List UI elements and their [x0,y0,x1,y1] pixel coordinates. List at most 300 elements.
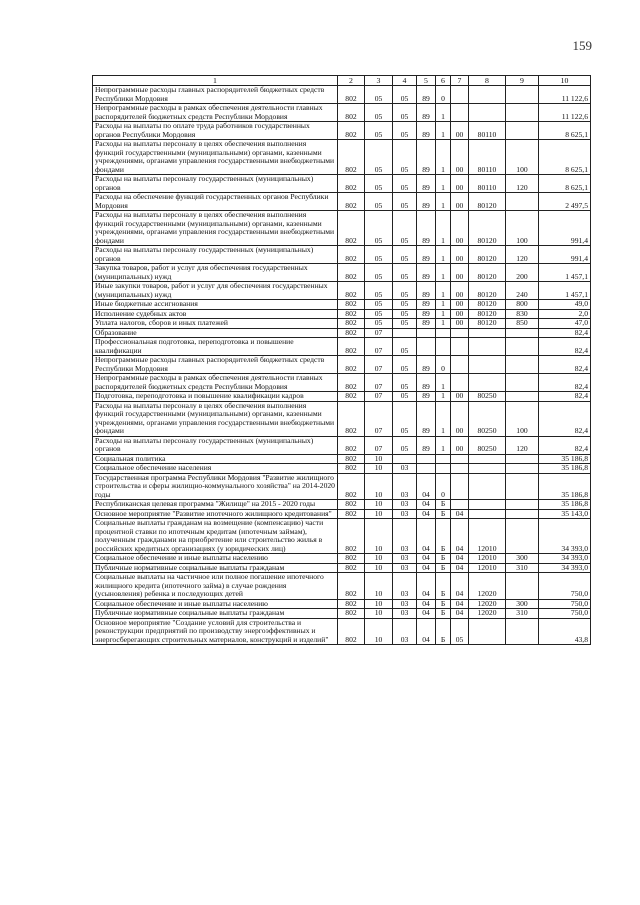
row-section-cell: 10 [365,554,393,564]
row-name-cell: Расходы на выплаты персоналу государственных (муниципальных) органов [93,436,338,454]
row-event-cell: 00 [451,392,469,402]
row-subprogram-cell: 1 [436,309,451,319]
row-program-cell: 04 [417,609,436,619]
row-grbs-cell: 802 [338,401,365,436]
row-program-cell: 89 [417,282,436,300]
row-subsection-cell: 05 [393,356,417,374]
row-name-cell: Расходы на выплаты персоналу государственных (муниципальных) органов [93,175,338,193]
page-number: 159 [572,38,592,53]
row-direction-cell: 80120 [469,282,506,300]
row-subsection-cell: 03 [393,509,417,519]
row-event-cell [451,356,469,374]
row-grbs-cell: 802 [338,264,365,282]
table-row [93,436,591,454]
row-program-cell: 04 [417,618,436,645]
row-expense-type-cell [506,104,539,122]
row-section-cell: 10 [365,618,393,645]
row-event-cell [451,473,469,500]
row-subsection-cell: 05 [393,338,417,356]
row-name-cell: Профессиональная подготовка, переподготовка и повышение квалификации [93,338,338,356]
row-event-cell: 04 [451,563,469,573]
row-subprogram-cell: Б [436,573,451,600]
row-grbs-cell: 802 [338,356,365,374]
row-grbs-cell: 802 [338,309,365,319]
row-event-cell: 04 [451,573,469,600]
row-subprogram-cell: 1 [436,300,451,310]
row-section-cell: 05 [365,193,393,211]
row-section-cell: 05 [365,140,393,175]
row-name-cell: Социальные выплаты гражданам на возмещение (компенсацию) части процентной ставки по ипотечным кредитам (ипотечным займам), полученным гражданами на приобретение или строительство жилья в российских кредитных организациях (у юридических лиц) [93,519,338,554]
table-row [93,309,591,319]
row-name-cell: Закупка товаров, работ и услуг для обеспечения государственных (муниципальных) нужд [93,264,338,282]
row-program-cell: 89 [417,374,436,392]
row-program-cell: 89 [417,264,436,282]
row-program-cell: 89 [417,356,436,374]
row-direction-cell: 80120 [469,193,506,211]
row-subprogram-cell: 1 [436,401,451,436]
row-subprogram-cell: 1 [436,246,451,264]
row-name-cell: Социальные выплаты на частичное или полное погашение ипотечного жилищного кредита (ипотечного займа) в случае рождения (усыновления) ребенка и последующих детей [93,573,338,600]
row-direction-cell [469,374,506,392]
table-row [93,338,591,356]
row-amount-cell: 34 393,0 [539,554,591,564]
header-row [93,76,591,86]
row-section-cell: 10 [365,599,393,609]
row-event-cell: 05 [451,618,469,645]
row-event-cell [451,464,469,474]
row-subsection-cell: 05 [393,122,417,140]
row-subprogram-cell: 1 [436,211,451,246]
row-direction-cell: 12010 [469,519,506,554]
table-row [93,473,591,500]
row-grbs-cell: 802 [338,374,365,392]
row-expense-type-cell [506,473,539,500]
table-row [93,140,591,175]
row-event-cell: 04 [451,609,469,619]
row-section-cell: 07 [365,401,393,436]
budget-table-container [92,75,590,645]
row-event-cell: 00 [451,246,469,264]
row-event-cell: 00 [451,282,469,300]
row-section-cell: 05 [365,309,393,319]
col-header: 4 [393,76,417,86]
row-expense-type-cell: 850 [506,319,539,329]
row-event-cell: 04 [451,554,469,564]
row-name-cell: Расходы на обеспечение функций государственных органов Республики Мордовия [93,193,338,211]
row-program-cell: 89 [417,392,436,402]
col-header: 7 [451,76,469,86]
row-subprogram-cell: 1 [436,436,451,454]
row-event-cell [451,328,469,338]
row-grbs-cell: 802 [338,104,365,122]
row-expense-type-cell: 240 [506,282,539,300]
row-amount-cell: 82,4 [539,401,591,436]
row-amount-cell: 750,0 [539,599,591,609]
row-expense-type-cell [506,618,539,645]
row-direction-cell [469,86,506,104]
row-grbs-cell: 802 [338,211,365,246]
row-subprogram-cell: 1 [436,175,451,193]
row-direction-cell: 12020 [469,609,506,619]
row-subsection-cell: 03 [393,519,417,554]
row-subsection-cell: 05 [393,246,417,264]
table-row [93,264,591,282]
row-section-cell: 10 [365,464,393,474]
row-subprogram-cell: 1 [436,392,451,402]
row-grbs-cell: 802 [338,464,365,474]
row-grbs-cell: 802 [338,473,365,500]
row-event-cell: 00 [451,300,469,310]
row-event-cell [451,374,469,392]
row-subprogram-cell: 1 [436,122,451,140]
row-direction-cell: 12010 [469,563,506,573]
row-expense-type-cell: 300 [506,599,539,609]
row-name-cell: Образование [93,328,338,338]
row-program-cell: 89 [417,436,436,454]
row-subsection-cell: 03 [393,554,417,564]
row-subsection-cell: 05 [393,300,417,310]
table-row [93,374,591,392]
row-subprogram-cell: 1 [436,374,451,392]
row-expense-type-cell [506,454,539,464]
row-event-cell: 00 [451,319,469,329]
row-direction-cell [469,464,506,474]
row-expense-type-cell [506,509,539,519]
row-program-cell: 04 [417,473,436,500]
row-subsection-cell: 03 [393,573,417,600]
row-expense-type-cell: 310 [506,563,539,573]
row-expense-type-cell [506,519,539,554]
row-subsection-cell: 05 [393,319,417,329]
row-amount-cell: 82,4 [539,392,591,402]
table-row [93,563,591,573]
row-expense-type-cell [506,356,539,374]
row-name-cell: Социальная политика [93,454,338,464]
row-event-cell: 04 [451,509,469,519]
row-section-cell: 10 [365,563,393,573]
budget-table [92,75,591,645]
row-subsection-cell: 05 [393,175,417,193]
row-amount-cell: 35 186,8 [539,500,591,510]
row-name-cell: Расходы на выплаты персоналу в целях обеспечения выполнения функций государственными (муниципальными) органами, казенными учреждениями, органами управления государственными внебюджетными фондами [93,401,338,436]
row-grbs-cell: 802 [338,140,365,175]
row-amount-cell: 35 186,8 [539,473,591,500]
row-direction-cell: 80120 [469,300,506,310]
row-name-cell: Непрограммные расходы в рамках обеспечения деятельности главных распорядителей бюджетных средств Республики Мордовия [93,104,338,122]
row-event-cell: 04 [451,599,469,609]
row-event-cell: 00 [451,309,469,319]
row-name-cell: Публичные нормативные социальные выплаты гражданам [93,609,338,619]
row-program-cell: 89 [417,86,436,104]
table-row [93,122,591,140]
row-amount-cell: 35 186,8 [539,454,591,464]
row-expense-type-cell [506,86,539,104]
row-grbs-cell: 802 [338,436,365,454]
row-section-cell: 05 [365,86,393,104]
table-row [93,211,591,246]
table-row [93,86,591,104]
table-row [93,328,591,338]
col-header: 6 [436,76,451,86]
row-program-cell: 04 [417,519,436,554]
table-row [93,509,591,519]
row-grbs-cell: 802 [338,454,365,464]
row-subsection-cell: 03 [393,618,417,645]
row-expense-type-cell: 310 [506,609,539,619]
row-direction-cell: 80250 [469,401,506,436]
row-amount-cell: 8 625,1 [539,140,591,175]
row-name-cell: Непрограммные расходы главных распорядителей бюджетных средств Республики Мордовия [93,356,338,374]
row-section-cell: 10 [365,473,393,500]
row-program-cell [417,338,436,356]
row-amount-cell: 43,8 [539,618,591,645]
row-name-cell: Социальное обеспечение и иные выплаты населению [93,599,338,609]
row-program-cell: 04 [417,573,436,600]
row-program-cell: 04 [417,500,436,510]
row-grbs-cell: 802 [338,319,365,329]
row-program-cell: 89 [417,211,436,246]
row-grbs-cell: 802 [338,328,365,338]
table-row [93,519,591,554]
row-grbs-cell: 802 [338,338,365,356]
row-amount-cell: 11 122,6 [539,104,591,122]
row-direction-cell: 80120 [469,246,506,264]
row-amount-cell: 82,4 [539,356,591,374]
row-expense-type-cell: 200 [506,264,539,282]
table-row [93,464,591,474]
row-name-cell: Государственная программа Республики Мордовия "Развитие жилищного строительства и сферы жилищно-коммунального хозяйства" на 2014-2020 годы [93,473,338,500]
row-name-cell: Иные закупки товаров, работ и услуг для обеспечения государственных (муниципальных) нужд [93,282,338,300]
row-subsection-cell: 05 [393,264,417,282]
row-grbs-cell: 802 [338,282,365,300]
row-direction-cell [469,104,506,122]
row-amount-cell: 34 393,0 [539,519,591,554]
row-event-cell: 00 [451,175,469,193]
row-program-cell: 89 [417,175,436,193]
table-row [93,618,591,645]
row-subprogram-cell: Б [436,563,451,573]
table-row [93,554,591,564]
row-event-cell: 04 [451,519,469,554]
row-section-cell: 10 [365,519,393,554]
row-subprogram-cell: Б [436,554,451,564]
row-grbs-cell: 802 [338,599,365,609]
row-name-cell: Социальное обеспечение и иные выплаты населению [93,554,338,564]
row-direction-cell [469,338,506,356]
row-program-cell: 89 [417,300,436,310]
row-subprogram-cell: Б [436,599,451,609]
row-event-cell: 00 [451,401,469,436]
row-program-cell: 04 [417,563,436,573]
row-grbs-cell: 802 [338,175,365,193]
row-subprogram-cell: 0 [436,473,451,500]
table-row [93,104,591,122]
row-expense-type-cell: 120 [506,175,539,193]
row-section-cell: 07 [365,328,393,338]
row-name-cell: Подготовка, переподготовка и повышение квалификации кадров [93,392,338,402]
row-subsection-cell: 03 [393,599,417,609]
row-event-cell [451,500,469,510]
row-expense-type-cell [506,328,539,338]
row-expense-type-cell: 800 [506,300,539,310]
table-row [93,282,591,300]
row-program-cell: 04 [417,599,436,609]
row-direction-cell: 80110 [469,140,506,175]
table-row [93,500,591,510]
row-subprogram-cell [436,328,451,338]
row-direction-cell: 80120 [469,264,506,282]
row-section-cell: 05 [365,175,393,193]
row-direction-cell: 12020 [469,599,506,609]
row-program-cell [417,328,436,338]
row-subprogram-cell: 1 [436,264,451,282]
row-section-cell: 05 [365,282,393,300]
row-expense-type-cell [506,338,539,356]
row-subprogram-cell: 1 [436,282,451,300]
row-subsection-cell [393,454,417,464]
row-subsection-cell [393,328,417,338]
row-amount-cell: 8 625,1 [539,122,591,140]
row-program-cell: 04 [417,509,436,519]
row-event-cell: 00 [451,140,469,175]
row-section-cell: 07 [365,338,393,356]
row-grbs-cell: 802 [338,122,365,140]
row-name-cell: Основное мероприятие "Развитие ипотечного жилищного кредитования" [93,509,338,519]
row-amount-cell: 750,0 [539,573,591,600]
row-amount-cell: 991,4 [539,211,591,246]
row-direction-cell: 80250 [469,392,506,402]
row-direction-cell: 80120 [469,211,506,246]
row-program-cell: 89 [417,193,436,211]
row-grbs-cell: 802 [338,609,365,619]
table-row [93,356,591,374]
table-row [93,392,591,402]
row-name-cell: Расходы на выплаты персоналу государственных (муниципальных) органов [93,246,338,264]
row-expense-type-cell [506,464,539,474]
row-program-cell: 89 [417,309,436,319]
row-direction-cell [469,356,506,374]
row-subsection-cell: 05 [393,436,417,454]
table-row [93,401,591,436]
row-section-cell: 07 [365,436,393,454]
row-amount-cell: 11 122,6 [539,86,591,104]
row-section-cell: 05 [365,300,393,310]
row-expense-type-cell [506,573,539,600]
row-grbs-cell: 802 [338,573,365,600]
row-direction-cell: 80120 [469,309,506,319]
col-header: 8 [469,76,506,86]
row-subprogram-cell: Б [436,500,451,510]
row-amount-cell: 991,4 [539,246,591,264]
row-event-cell: 00 [451,211,469,246]
row-program-cell [417,454,436,464]
row-event-cell: 00 [451,436,469,454]
row-event-cell: 00 [451,264,469,282]
row-subsection-cell: 03 [393,464,417,474]
col-header: 1 [93,76,338,86]
row-direction-cell [469,500,506,510]
row-grbs-cell: 802 [338,500,365,510]
row-amount-cell: 8 625,1 [539,175,591,193]
row-subsection-cell: 05 [393,104,417,122]
row-event-cell: 00 [451,193,469,211]
row-direction-cell [469,454,506,464]
row-grbs-cell: 802 [338,392,365,402]
row-direction-cell [469,473,506,500]
table-row [93,319,591,329]
row-direction-cell: 80110 [469,175,506,193]
row-subprogram-cell: 1 [436,319,451,329]
row-program-cell: 89 [417,104,436,122]
row-program-cell: 89 [417,401,436,436]
row-subprogram-cell [436,338,451,356]
row-program-cell: 89 [417,319,436,329]
row-amount-cell: 1 457,1 [539,282,591,300]
row-grbs-cell: 802 [338,519,365,554]
row-subsection-cell: 05 [393,401,417,436]
row-direction-cell [469,509,506,519]
table-row [93,193,591,211]
row-subsection-cell: 05 [393,86,417,104]
row-subprogram-cell: 1 [436,140,451,175]
row-subsection-cell: 05 [393,211,417,246]
row-expense-type-cell [506,122,539,140]
row-program-cell: 89 [417,122,436,140]
row-event-cell [451,454,469,464]
col-header: 9 [506,76,539,86]
row-section-cell: 05 [365,104,393,122]
row-name-cell: Иные бюджетные ассигнования [93,300,338,310]
row-grbs-cell: 802 [338,246,365,264]
row-subsection-cell: 03 [393,563,417,573]
row-subprogram-cell: Б [436,609,451,619]
row-section-cell: 05 [365,122,393,140]
row-expense-type-cell [506,392,539,402]
row-expense-type-cell: 100 [506,140,539,175]
table-row [93,599,591,609]
row-name-cell: Исполнение судебных актов [93,309,338,319]
row-amount-cell: 82,4 [539,374,591,392]
col-header: 3 [365,76,393,86]
row-amount-cell: 35 186,8 [539,464,591,474]
row-name-cell: Расходы на выплаты по оплате труда работников государственных органов Республики Мордовия [93,122,338,140]
row-section-cell: 10 [365,609,393,619]
row-grbs-cell: 802 [338,193,365,211]
row-expense-type-cell: 100 [506,211,539,246]
row-subprogram-cell: 0 [436,86,451,104]
row-grbs-cell: 802 [338,300,365,310]
row-grbs-cell: 802 [338,563,365,573]
row-amount-cell: 750,0 [539,609,591,619]
row-name-cell: Непрограммные расходы в рамках обеспечения деятельности главных распорядителей бюджетных средств Республики Мордовия [93,374,338,392]
row-subsection-cell: 03 [393,609,417,619]
row-program-cell: 89 [417,140,436,175]
row-event-cell [451,338,469,356]
row-subprogram-cell: 0 [436,356,451,374]
row-direction-cell: 12020 [469,573,506,600]
col-header: 2 [338,76,365,86]
row-name-cell: Социальное обеспечение населения [93,464,338,474]
row-section-cell: 10 [365,509,393,519]
row-subprogram-cell: 1 [436,104,451,122]
row-subsection-cell: 03 [393,500,417,510]
table-row [93,175,591,193]
table-row [93,454,591,464]
row-expense-type-cell [506,193,539,211]
row-subprogram-cell: Б [436,618,451,645]
row-amount-cell: 1 457,1 [539,264,591,282]
row-expense-type-cell [506,500,539,510]
